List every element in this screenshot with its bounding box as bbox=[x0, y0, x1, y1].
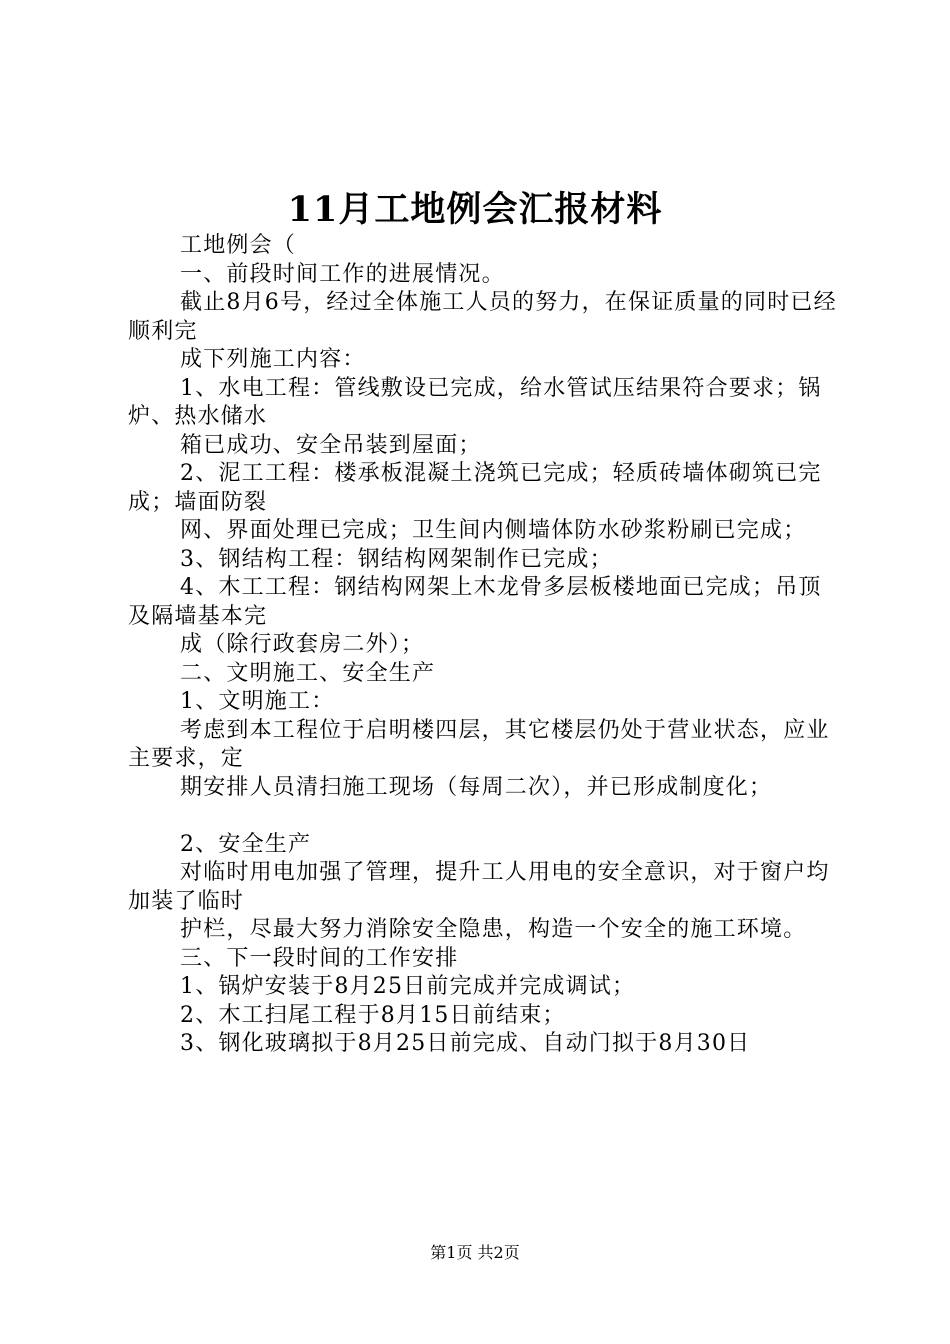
paragraph: 考虑到本工程位于启明楼四层，其它楼层仍处于营业状态，应业主要求，定 bbox=[128, 717, 830, 771]
subsection-heading: 1、文明施工： bbox=[180, 689, 335, 714]
section-heading: 三、下一段时间的工作安排 bbox=[180, 945, 459, 971]
section-heading: 一、前段时间工作的进展情况。 bbox=[180, 261, 505, 287]
list-item: 2、泥工工程：楼承板混凝土浇筑已完成；轻质砖墙体砌筑已完成；墙面防裂 bbox=[128, 461, 822, 515]
paragraph: 成（除行政套房二外）； bbox=[180, 632, 425, 657]
subsection-heading: 2、安全生产 bbox=[180, 831, 312, 857]
list-item: 1、水电工程：管线敷设已完成，给水管试压结果符合要求；锅炉、热水储水 bbox=[128, 375, 822, 429]
blank-line bbox=[128, 802, 838, 831]
page-footer: 第1页 共2页 bbox=[430, 1243, 520, 1262]
document-body bbox=[128, 232, 838, 1059]
paragraph: 护栏，尽最大努力消除安全隐患，构造一个安全的施工环境。 bbox=[180, 917, 807, 942]
paragraph: 工地例会（ bbox=[180, 233, 297, 258]
paragraph: 期安排人员清扫施工现场（每周二次），并已形成制度化； bbox=[180, 774, 773, 800]
paragraph: 成下列施工内容： bbox=[180, 347, 366, 372]
paragraph: 截止8月6号，经过全体施工人员的努力，在保证质量的同时已经顺利完 bbox=[128, 290, 837, 344]
paragraph: 网、界面处理已完成；卫生间内侧墙体防水砂浆粉刷已完成； bbox=[180, 518, 807, 543]
paragraph: 对临时用电加强了管理，提升工人用电的安全意识，对于窗户均加装了临时 bbox=[128, 860, 830, 914]
list-item: 3、钢化玻璃拟于8月25日前完成、自动门拟于8月30日 bbox=[180, 1031, 751, 1056]
list-item: 1、锅炉安装于8月25日前完成并完成调试； bbox=[180, 974, 636, 999]
paragraph: 箱已成功、安全吊装到屋面； bbox=[180, 432, 482, 458]
list-item: 4、木工工程：钢结构网架上木龙骨多层板楼地面已完成；吊顶及隔墙基本完 bbox=[128, 575, 822, 629]
section-heading: 二、文明施工、安全生产 bbox=[180, 660, 436, 686]
list-item: 2、木工扫尾工程于8月15日前结束； bbox=[180, 1002, 566, 1028]
list-item: 3、钢结构工程：钢结构网架制作已完成； bbox=[180, 546, 613, 572]
document-title: 11月工地例会汇报材料 bbox=[287, 189, 663, 230]
